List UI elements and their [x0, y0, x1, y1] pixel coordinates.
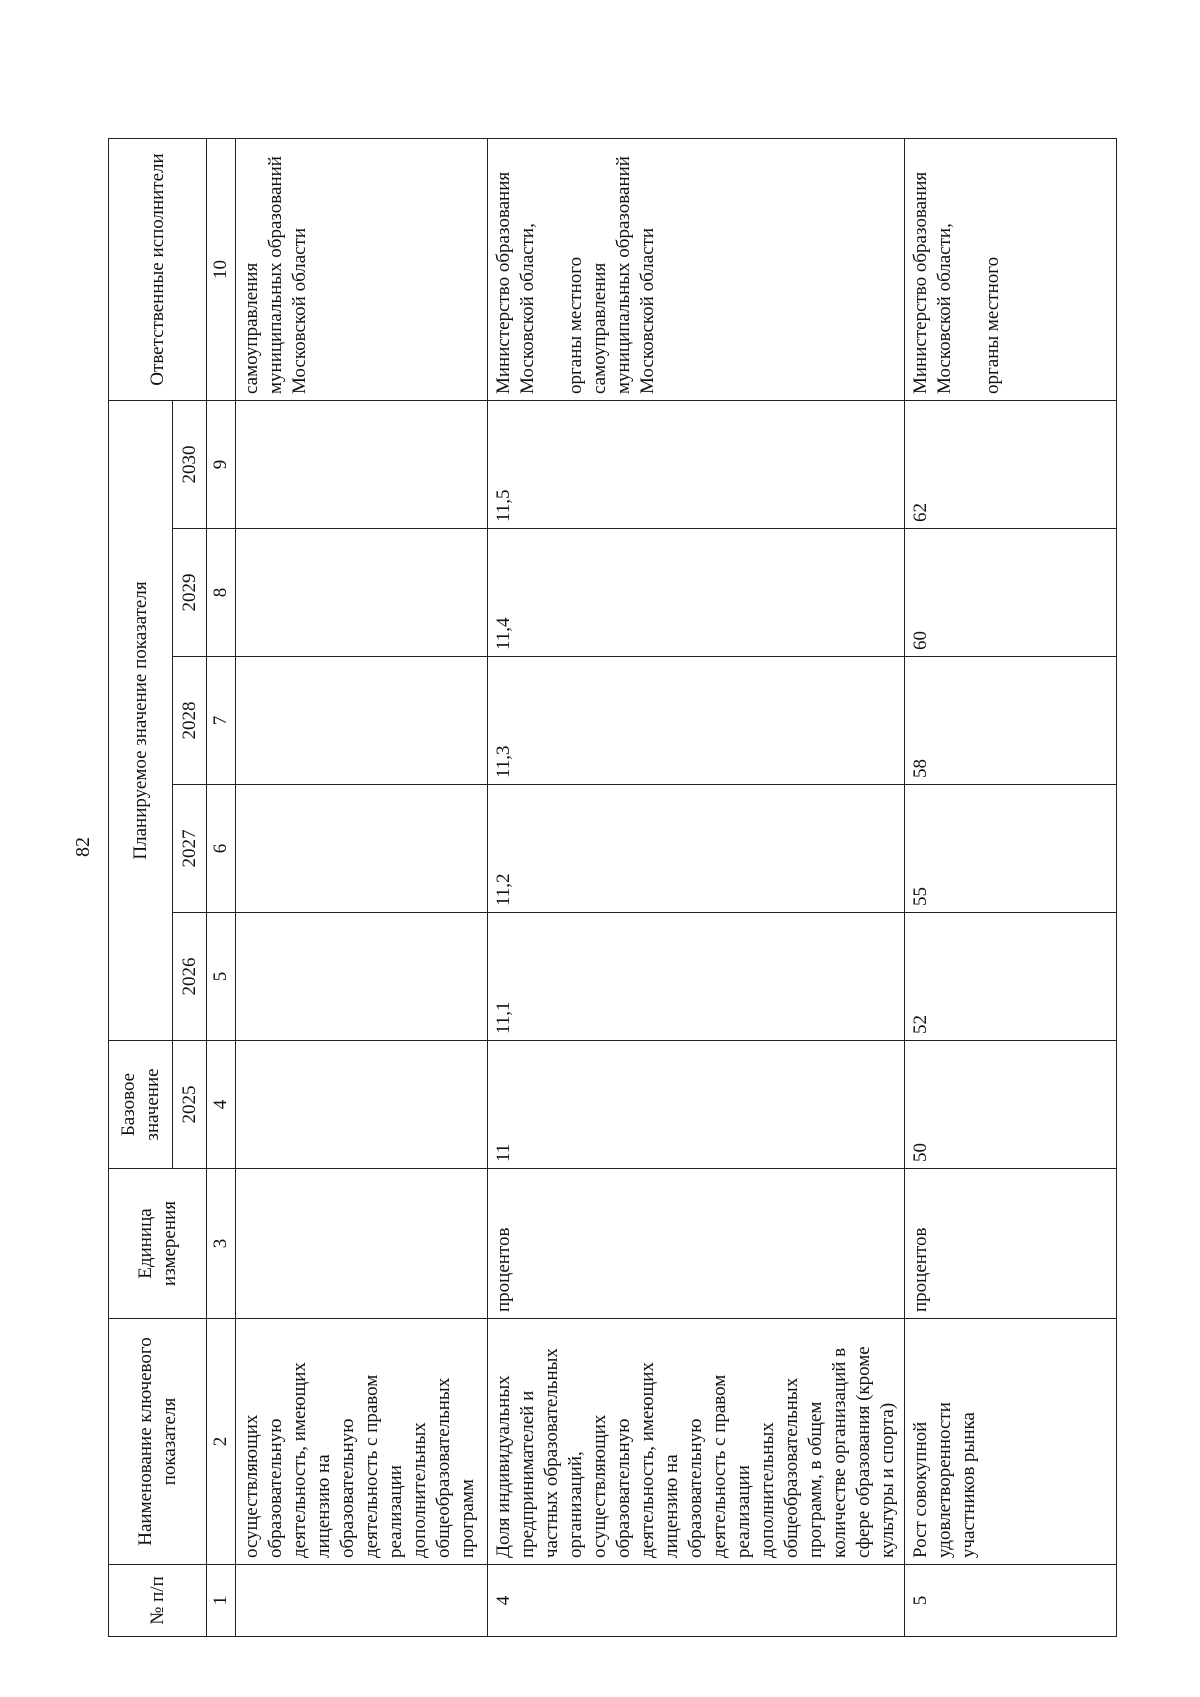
indicator-name: Доля индивидуальных предпринимателей и частных образовательных организаций, осуществляющих образовательную деятельность, имеющих лицензию на образовательную деятельность с правом реализации дополнительных общеобразовательных программ, в общем количестве организаций в сфере образования (кроме культуры и спорта): [488, 1319, 905, 1565]
value-2027: [236, 785, 488, 913]
value-2030: 62: [905, 401, 1117, 529]
base-value: 11: [488, 1041, 905, 1169]
header-num: № п/п: [109, 1565, 207, 1637]
indicator-name: осуществляющих образовательную деятельность, имеющих лицензию на образовательную деятельность с правом реализации дополнительных общеобразовательных программ: [236, 1319, 488, 1565]
column-number: 8: [207, 529, 236, 657]
value-2030: [236, 401, 488, 529]
responsible: [905, 139, 1117, 401]
row-num: 5: [905, 1565, 1117, 1637]
table-row: [905, 139, 1117, 1637]
table-row: [236, 139, 488, 1637]
header-unit: Единица измерения: [109, 1169, 207, 1319]
unit: процентов: [905, 1169, 1117, 1319]
value-2029: [236, 529, 488, 657]
value-2028: 11,3: [488, 657, 905, 785]
header-year: 2029: [173, 529, 207, 657]
column-number: 2: [207, 1319, 236, 1565]
header-planned: Планируемое значение показателя: [109, 401, 173, 1041]
header-base: Базовое значение: [109, 1041, 173, 1169]
column-number: 6: [207, 785, 236, 913]
value-2026: 52: [905, 913, 1117, 1041]
responsible: [488, 139, 905, 401]
value-2026: [236, 913, 488, 1041]
responsible: [236, 139, 488, 401]
header-year: 2030: [173, 401, 207, 529]
header-name: Наименование ключевого показателя: [109, 1319, 207, 1565]
value-2028: 58: [905, 657, 1117, 785]
column-number: 1: [207, 1565, 236, 1637]
value-2027: 55: [905, 785, 1117, 913]
header-year: 2028: [173, 657, 207, 785]
header-year: 2027: [173, 785, 207, 913]
column-number: 10: [207, 139, 236, 401]
table-row: [488, 139, 905, 1637]
responsible-line: Министерство образования Московской области,: [493, 171, 538, 394]
column-number: 3: [207, 1169, 236, 1319]
base-value: 50: [905, 1041, 1117, 1169]
unit: [236, 1169, 488, 1319]
value-2028: [236, 657, 488, 785]
column-number-row: [207, 139, 236, 1637]
value-2030: 11,5: [488, 401, 905, 529]
value-2029: 11,4: [488, 529, 905, 657]
value-2027: 11,2: [488, 785, 905, 913]
row-num: [236, 1565, 488, 1637]
column-number: 4: [207, 1041, 236, 1169]
responsible-line: органы местного: [982, 256, 1003, 394]
unit: процентов: [488, 1169, 905, 1319]
value-2026: 11,1: [488, 913, 905, 1041]
row-num: 4: [488, 1565, 905, 1637]
page-number: 82: [72, 837, 94, 857]
column-number: 5: [207, 913, 236, 1041]
base-value: [236, 1041, 488, 1169]
header-base-year: 2025: [173, 1041, 207, 1169]
column-number: 9: [207, 401, 236, 529]
responsible-line: самоуправления муниципальных образований Московской области: [241, 156, 310, 394]
value-2029: 60: [905, 529, 1117, 657]
header-year: 2026: [173, 913, 207, 1041]
column-number: 7: [207, 657, 236, 785]
indicator-name: Рост совокупной удовлетворенности участников рынка: [905, 1319, 1117, 1565]
key-indicators-table: [108, 138, 1117, 1637]
header-responsible: Ответственные исполнители: [109, 139, 207, 401]
responsible-line: органы местного самоуправления муниципальных образований Московской области: [565, 156, 658, 394]
responsible-line: Министерство образования Московской области,: [910, 171, 955, 394]
